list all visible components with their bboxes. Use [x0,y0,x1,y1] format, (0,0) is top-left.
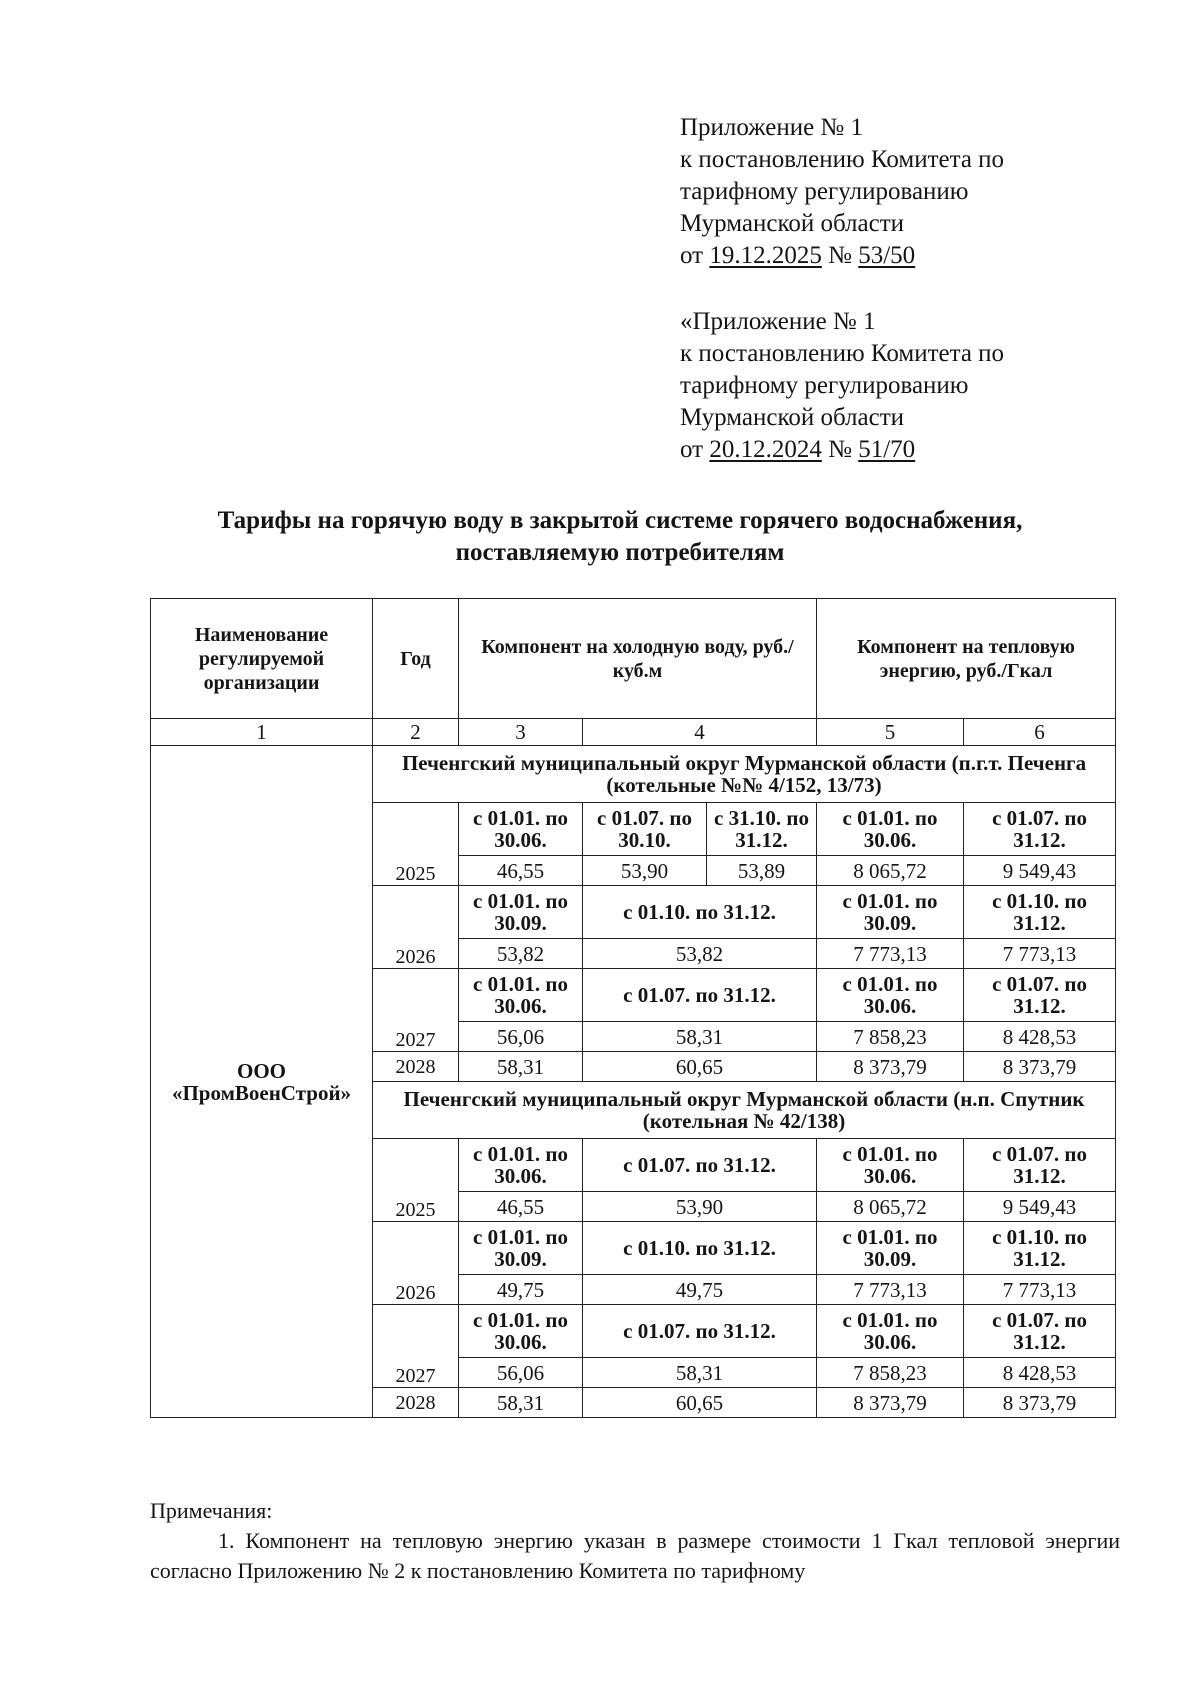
column-number: 6 [964,719,1116,746]
period-cell: с 01.07. по 31.12. [964,1139,1116,1192]
period-cell: с 01.10. по 31.12. [964,1222,1116,1275]
period-cell: с 01.10. по 31.12. [583,886,817,939]
section-title: Печенгский муниципальный округ Мурманской области (н.п. Спутник (котельная № 42/138) [373,1082,1116,1139]
value-cell: 7 773,13 [964,939,1116,969]
value-cell: 58,31 [459,1388,583,1418]
header-cold-water: Компонент на холодную воду, руб./куб.м [459,599,817,719]
value-cell: 7 858,23 [817,1022,964,1052]
tariff-table [150,598,1116,1418]
value-cell: 49,75 [459,1275,583,1305]
value-cell: 8 373,79 [817,1052,964,1082]
value-cell: 8 428,53 [964,1358,1116,1388]
column-number: 1 [151,719,373,746]
period-cell: с 01.07. по 31.12. [964,1305,1116,1358]
period-cell: с 01.07. по 31.12. [583,969,817,1022]
period-cell: с 01.10. по 31.12. [964,886,1116,939]
value-cell: 8 373,79 [964,1052,1116,1082]
value-cell: 53,90 [583,1192,817,1222]
period-cell: с 01.07. по 31.12. [964,969,1116,1022]
appendix-date: 20.12.2024 [709,436,822,463]
appendix-line: Мурманской области [680,404,905,431]
value-cell: 8 065,72 [817,1192,964,1222]
period-cell: с 01.01. по 30.06. [817,1139,964,1192]
header-org: Наименование регулируемой организации [151,599,373,719]
section-title: Печенгский муниципальный округ Мурманской области (п.г.т. Печенга (котельные №№ 4/152, 13/73) [373,746,1116,803]
year-cell: 2027 [373,969,459,1052]
column-number: 2 [373,719,459,746]
appendix-date-line [680,240,1004,272]
period-cell: с 01.07. по 31.12. [964,803,1116,856]
value-cell: 53,82 [583,939,817,969]
year-cell: 2025 [373,1139,459,1222]
value-cell: 56,06 [459,1022,583,1052]
period-cell: с 01.10. по 31.12. [583,1222,817,1275]
period-cell: с 01.01. по 30.06. [459,803,583,856]
year-cell: 2028 [373,1052,459,1082]
column-number: 3 [459,719,583,746]
period-cell: с 01.01. по 30.06. [459,1305,583,1358]
appendix-line: к постановлению Комитета по [680,340,1005,367]
value-cell: 53,82 [459,939,583,969]
value-cell: 60,65 [583,1052,817,1082]
appendix-reference-old [680,306,1004,466]
year-cell: 2027 [373,1305,459,1388]
appendix-line: «Приложение № 1 [680,308,876,335]
column-number-row [151,719,1116,746]
notes-heading: Примечания: [150,1498,273,1523]
value-cell: 8 065,72 [817,856,964,886]
appendix-num-sign: № [828,436,852,463]
value-cell: 7 858,23 [817,1358,964,1388]
appendix-line: к постановлению Комитета по [680,146,1005,173]
appendix-line: Приложение № 1 [680,114,864,141]
value-cell: 7 773,13 [817,939,964,969]
value-cell: 7 773,13 [964,1275,1116,1305]
period-cell: с 01.01. по 30.09. [459,886,583,939]
title-line: поставляемую потребителям [455,539,785,566]
value-cell: 8 373,79 [964,1388,1116,1418]
value-cell: 9 549,43 [964,1192,1116,1222]
value-cell: 58,31 [583,1358,817,1388]
period-cell: с 01.01. по 30.06. [817,1305,964,1358]
appendix-prefix: от [680,436,704,463]
value-cell: 8 373,79 [817,1388,964,1418]
period-cell: с 01.01. по 30.06. [817,803,964,856]
appendix-number: 53/50 [858,242,916,269]
column-number: 5 [817,719,964,746]
value-cell: 8 428,53 [964,1022,1116,1052]
period-cell: с 01.01. по 30.09. [817,1222,964,1275]
appendix-line: тарифному регулированию [680,372,969,399]
value-cell: 53,89 [707,856,817,886]
title-line: Тарифы на горячую воду в закрытой системе горячего водоснабжения, [217,507,1023,534]
value-cell: 49,75 [583,1275,817,1305]
appendix-date-line [680,434,1004,466]
value-cell: 58,31 [459,1052,583,1082]
period-cell: с 01.07. по 31.12. [583,1139,817,1192]
appendix-line: Мурманской области [680,210,905,237]
period-cell: с 01.01. по 30.09. [817,886,964,939]
value-cell: 7 773,13 [817,1275,964,1305]
period-cell: с 01.01. по 30.06. [459,969,583,1022]
year-cell: 2025 [373,803,459,886]
period-cell: с 01.01. по 30.06. [817,969,964,1022]
year-cell: 2028 [373,1388,459,1418]
section-row [151,746,1116,803]
appendix-prefix: от [680,242,704,269]
period-cell: с 01.01. по 30.06. [459,1139,583,1192]
column-number: 4 [583,719,817,746]
document-title [150,505,1090,569]
value-cell: 9 549,43 [964,856,1116,886]
table-header-row [151,599,1116,719]
appendix-number: 51/70 [858,436,916,463]
year-cell: 2026 [373,1222,459,1305]
period-cell: с 31.10. по 31.12. [707,803,817,856]
period-cell: с 01.07. по 30.10. [583,803,707,856]
note-item: 1. Компонент на тепловую энергию указан в размере стоимости 1 Гкал тепловой энергии согласно Приложению № 2 к постановлению Комитета по тарифному [150,1528,1120,1583]
appendix-line: тарифному регулированию [680,178,969,205]
value-cell: 46,55 [459,1192,583,1222]
appendix-reference-new [680,112,1004,272]
period-cell: с 01.01. по 30.09. [459,1222,583,1275]
appendix-num-sign: № [828,242,852,269]
year-cell: 2026 [373,886,459,969]
value-cell: 60,65 [583,1388,817,1418]
header-year: Год [373,599,459,719]
period-cell: с 01.07. по 31.12. [583,1305,817,1358]
value-cell: 56,06 [459,1358,583,1388]
value-cell: 58,31 [583,1022,817,1052]
notes-section [150,1496,1120,1586]
value-cell: 53,90 [583,856,707,886]
appendix-date: 19.12.2025 [709,242,822,269]
header-heat: Компонент на тепловую энергию, руб./Гкал [817,599,1116,719]
value-cell: 46,55 [459,856,583,886]
organization-name: ООО «ПромВоенСтрой» [151,746,373,1418]
